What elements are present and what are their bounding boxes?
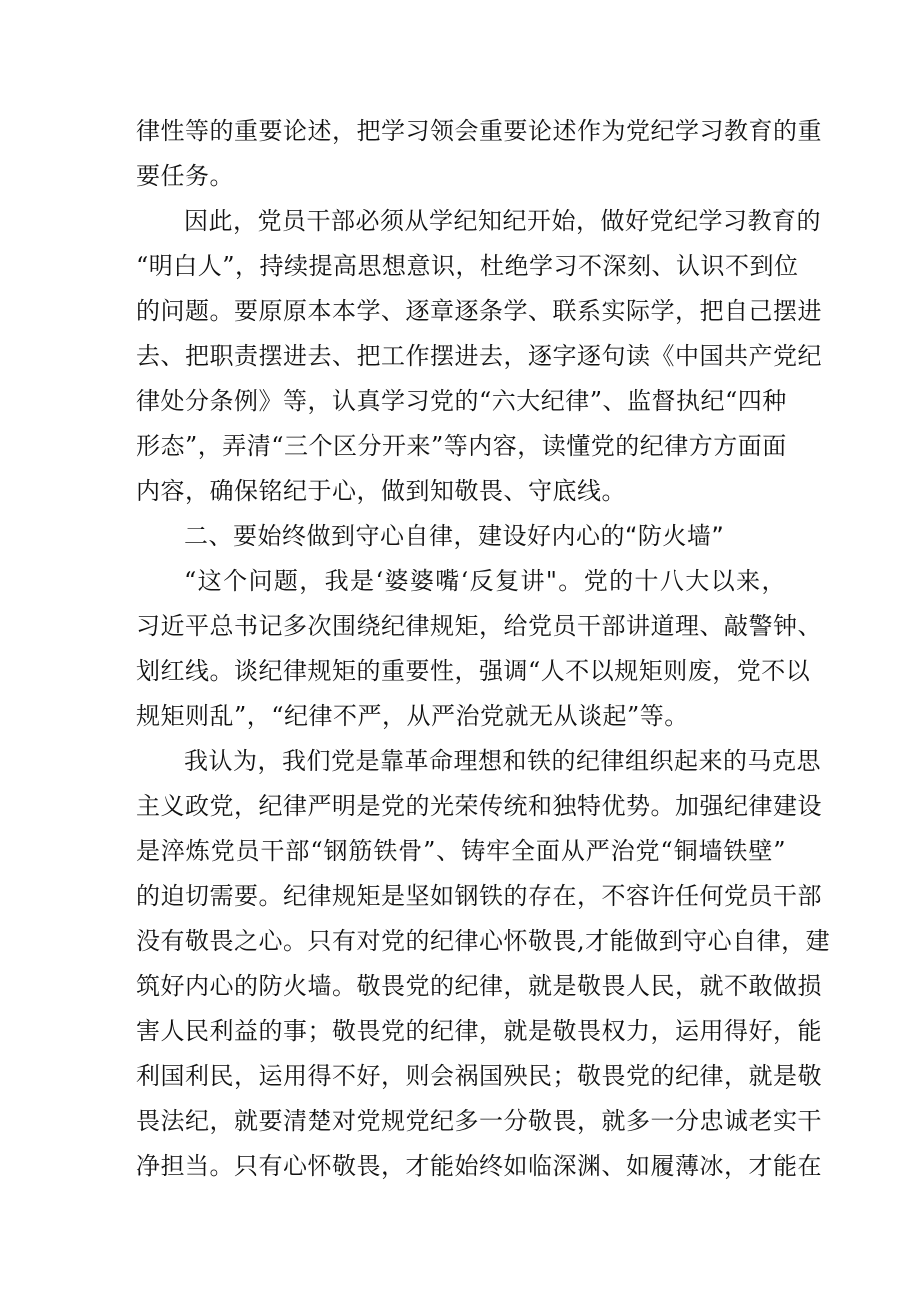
paragraph-4-line-1: 我认为，我们党是靠革命理想和铁的纪律组织起来的马克思 bbox=[184, 747, 821, 775]
paragraph-4-line-4: 的迫切需要。纪律规矩是坚如钢铁的存在，不容许任何党员干部 bbox=[136, 882, 822, 910]
paragraph-4-line-8: 利国利民，运用得不好，则会祸国殃民；敬畏党的纪律，就是敬 bbox=[136, 1062, 822, 1090]
paragraph-2-line-4: 去、把职责摆进去、把工作摆进去，逐字逐句读《中国共产党纪 bbox=[136, 342, 822, 370]
paragraph-2-line-6: 形态”，弄清“三个区分开来”等内容，读懂党的纪律方方面面 bbox=[136, 432, 787, 460]
paragraph-1-line-2: 要任务。 bbox=[136, 162, 234, 190]
paragraph-3-line-2: 习近平总书记多次围绕纪律规矩，给党员干部讲道理、敲警钟、 bbox=[136, 612, 822, 640]
paragraph-1-line-1: 律性等的重要论述，把学习领会重要论述作为党纪学习教育的重 bbox=[136, 117, 822, 145]
paragraph-4-line-10: 净担当。只有心怀敬畏，才能始终如临深渊、如履薄冰，才能在 bbox=[136, 1152, 822, 1180]
paragraph-2-line-1: 因此，党员干部必须从学纪知纪开始，做好党纪学习教育的 bbox=[184, 207, 821, 235]
paragraph-2-line-3: 的问题。要原原本本学、逐章逐条学、联系实际学，把自己摆进 bbox=[136, 297, 822, 325]
paragraph-3-line-4: 规矩则乱”，“纪律不严，从严治党就无从谈起”等。 bbox=[136, 702, 689, 730]
paragraph-3-line-3: 划红线。谈纪律规矩的重要性，强调“人不以规矩则废，党不以 bbox=[136, 657, 811, 685]
paragraph-2-line-2: “明白人”，持续提高思想意识，杜绝学习不深刻、认识不到位 bbox=[136, 252, 799, 280]
paragraph-4-line-2: 主义政党，纪律严明是党的光荣传统和独特优势。加强纪律建设 bbox=[136, 792, 822, 820]
paragraph-2-line-7: 内容，确保铭纪于心，做到知敬畏、守底线。 bbox=[136, 477, 626, 505]
paragraph-3-line-1: “这个问题，我是‘婆婆嘴‘反复讲"。党的十八大以来， bbox=[184, 567, 786, 595]
paragraph-4-line-3: 是淬炼党员干部“钢筋铁骨”、铸牢全面从严治党“铜墙铁壁” bbox=[136, 837, 786, 865]
paragraph-4-line-7: 害人民利益的事；敬畏党的纪律，就是敬畏权力，运用得好，能 bbox=[136, 1017, 822, 1045]
paragraph-2-line-5: 律处分条例》等，认真学习党的“六大纪律”、监督执纪“四种 bbox=[136, 387, 787, 415]
section-heading-2: 二、要始终做到守心自律，建设好内心的“防火墙” bbox=[184, 522, 725, 550]
paragraph-4-line-5: 没有敬畏之心。只有对党的纪律心怀敬畏,才能做到守心自律，建 bbox=[136, 927, 831, 955]
paragraph-4-line-6: 筑好内心的防火墙。敬畏党的纪律，就是敬畏人民，就不敢做损 bbox=[136, 972, 822, 1000]
paragraph-4-line-9: 畏法纪，就要清楚对党规党纪多一分敬畏，就多一分忠诚老实干 bbox=[136, 1107, 822, 1135]
